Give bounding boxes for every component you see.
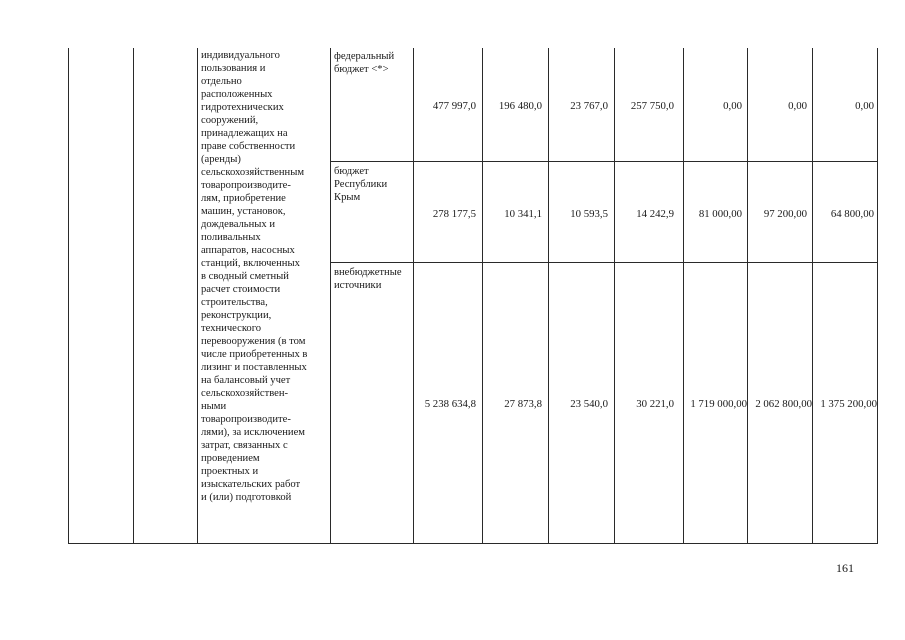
cell-federal-year5: 0,00: [788, 100, 807, 112]
table-border-right: [877, 48, 878, 544]
cell-crimea-year6: 64 800,00: [830, 208, 874, 220]
column-divider: [482, 48, 483, 544]
cell-extrabudgetary-year1: 27 873,8: [504, 398, 542, 410]
column-divider: [330, 48, 331, 544]
table-border-left: [68, 48, 69, 544]
page-number: 161: [836, 561, 854, 575]
cell-extrabudgetary-year4: 1 719 000,00: [690, 398, 747, 410]
cell-crimea-year3: 14 242,9: [636, 208, 674, 220]
column-divider: [614, 48, 615, 544]
cell-crimea-year4: 81 000,00: [698, 208, 742, 220]
cell-federal-year2: 23 767,0: [570, 100, 608, 112]
column-divider: [548, 48, 549, 544]
funding-source-extrabudgetary: внебюджетные источники: [334, 267, 402, 291]
table-border-bottom: [68, 543, 878, 544]
cell-extrabudgetary-year6: 1 375 200,00: [820, 398, 877, 410]
cell-federal-year1: 196 480,0: [498, 100, 542, 112]
column-divider: [683, 48, 684, 544]
column-divider: [413, 48, 414, 544]
cell-crimea-year5: 97 200,00: [763, 208, 807, 220]
cell-federal-year6: 0,00: [855, 100, 874, 112]
cell-federal-total: 477 997,0: [432, 100, 476, 112]
column-divider: [812, 48, 813, 544]
row-divider: [330, 262, 878, 263]
cell-federal-year3: 257 750,0: [630, 100, 674, 112]
cell-extrabudgetary-year2: 23 540,0: [570, 398, 608, 410]
column-divider: [747, 48, 748, 544]
row-divider: [330, 161, 878, 162]
column-divider: [133, 48, 134, 544]
cell-federal-year4: 0,00: [723, 100, 742, 112]
cell-extrabudgetary-total: 5 238 634,8: [424, 398, 476, 410]
column-divider: [197, 48, 198, 544]
funding-source-federal: федеральный бюджет <*>: [334, 51, 395, 75]
funding-source-crimea: бюджет Республики Крым: [334, 166, 388, 203]
measure-description: индивидуального пользования и отдельно расположенных гидротехнических сооружений, принадлежащих на праве собственности (аренды) сельскохозяйственным товаропроизводите- лям, приобретение машин, установок, дождевальных и поливальных аппаратов, насосных станций, включенных в сводный сметный расчет стоимости строительства, реконструкции, технического перевооружения (в том числе приобретенных в лизинг и поставленных на балансовый учет сельскохозяйствен- ными товаропроизводите- лями), за исключением затрат, связанных с проведением проектных и изыскательских работ и (или) подготовкой: [201, 50, 308, 503]
cell-crimea-year1: 10 341,1: [504, 208, 542, 220]
cell-extrabudgetary-year3: 30 221,0: [636, 398, 674, 410]
cell-crimea-total: 278 177,5: [432, 208, 476, 220]
cell-crimea-year2: 10 593,5: [570, 208, 608, 220]
cell-extrabudgetary-year5: 2 062 800,00: [755, 398, 812, 410]
